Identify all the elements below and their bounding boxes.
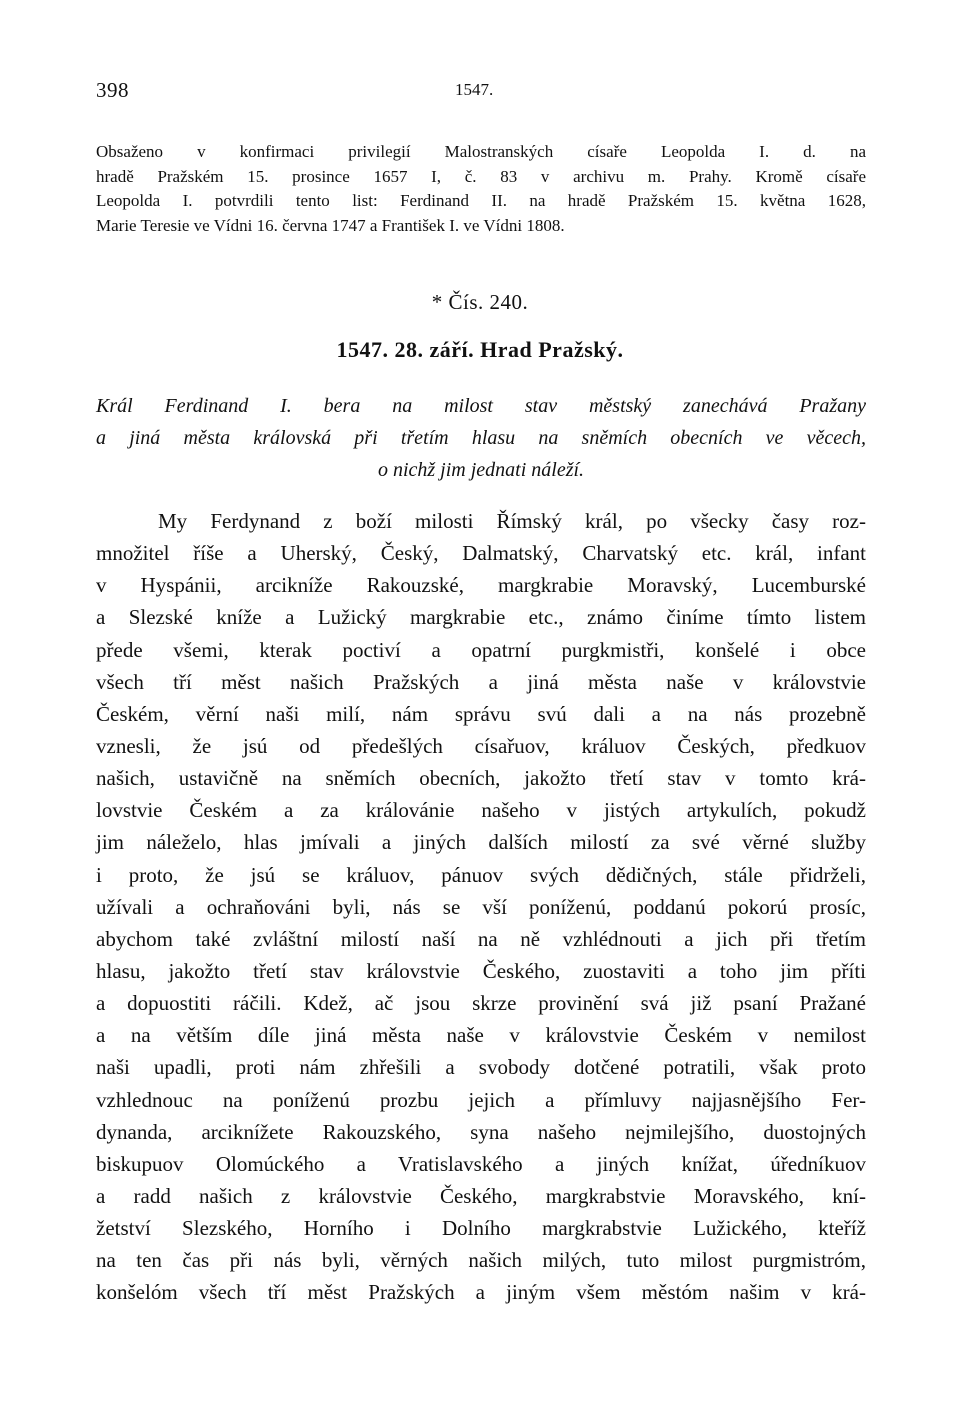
body-line: i proto, že jsú se králuov, pánuov svých dědičných, stále přidrželi, (96, 862, 866, 887)
page-number: 398 (96, 78, 129, 102)
body-line: vznesli, že jsú od předešlých císařuov, králuov Českých, předkuov (96, 733, 866, 758)
body-line: My Ferdynand z boží milosti Římský král, po všecky časy roz- (158, 509, 866, 533)
body-line: naši upadli, proti nám zhřešili a svobody dotčené potratili, však proto (96, 1055, 866, 1080)
summary-line: Král Ferdinand I. bera na milost stav městský zanechává Pražany (96, 395, 866, 417)
note-line: Leopolda I. potvrdili tento list: Ferdinand II. na hradě Pražském 15. května 1628, (96, 191, 866, 210)
document-number: * Čís. 240. (431, 290, 529, 314)
note-line: Obsaženo v konfirmaci privilegií Malostranských císaře Leopolda I. d. na (96, 142, 866, 161)
body-line: v Hyspánii, arcikníže Rakouzské, margkrabie Moravský, Lucemburské (96, 573, 866, 598)
body-line: Českém, věrní naši milí, nám správu svú dali a na nás prozebně (96, 701, 866, 726)
body-line: žetství Slezského, Horního i Dolního margkrabstvie Lužického, kteříž (96, 1216, 866, 1241)
note-line: hradě Pražském 15. prosince 1657 I, č. 83 v archivu m. Prahy. Kromě císaře (96, 166, 866, 186)
body-line: a radd našich z královstvie Českého, margkrabstvie Moravského, kní- (96, 1183, 866, 1208)
body-line: našich, ustavičně na sněmích obecních, jakožto třetí stav v tomto krá- (96, 766, 866, 791)
body-line: lovstvie Českém a za královánie našeho v jistých artykulích, pokudž (96, 798, 866, 823)
body-line: dynanda, arciknížete Rakouzského, syna našeho nejmilejšího, duostojných (96, 1119, 866, 1144)
body-line: a na větším díle jiná města naše v královstvie Českém v nemilost (96, 1023, 866, 1048)
document-body (96, 505, 866, 1309)
body-line: abychom také zvláštní milostí naší na ně vzhlédnouti a jich při třetím (96, 926, 866, 951)
body-line: a dopuostiti ráčili. Kdež, ač jsou skrze provinění svá již psaní Pražané (96, 991, 866, 1016)
body-line: množitel říše a Uherský, Český, Dalmatský, Charvatský etc. král, infant (96, 541, 866, 566)
body-line: hlasu, jakožto třetí stav královstvie Českého, zuostaviti a toho jim příti (96, 958, 866, 983)
body-line: konšelóm všech tří měst Pražských a jiným všem městóm našim v krá- (96, 1280, 866, 1305)
body-line: jim náleželo, hlas jmívali a jiných dalších milostí za své věrné služby (96, 830, 866, 855)
running-head: 1547. (455, 80, 494, 99)
body-line: na ten čas při nás byli, věrných našich milých, tuto milost purgmistróm, (96, 1248, 866, 1273)
note-line: Marie Teresie ve Vídni 16. června 1747 a František I. ve Vídni 1808. (96, 215, 565, 235)
source-note (96, 140, 866, 238)
body-line: vzhlednouc na poníženú prozbu jejich a přímluvy najjasnějšího Fer- (96, 1087, 866, 1112)
summary-line: o nichž jim jednati náleží. (377, 459, 585, 481)
body-line: biskupuov Olomúckého a Vratislavského a jiných knížat, úředníkuov (96, 1151, 866, 1176)
body-line: a Slezské kníže a Lužický margkrabie etc., známo činíme tímto listem (96, 605, 866, 630)
summary-line: a jiná města královská při třetím hlasu na sněmích obecních ve věcech, (96, 427, 866, 449)
body-line: přede všemi, kterak poctiví a opatrní purgkmistři, konšelé i obce (96, 637, 866, 662)
body-line: užívali a ochraňováni byli, nás se vší poníženú, poddanú pokorú prosíc, (96, 894, 866, 919)
body-line: všech tří měst našich Pražských a jiná města naše v královstvie (96, 669, 866, 694)
document-heading: 1547. 28. září. Hrad Pražský. (336, 337, 624, 362)
document-summary (96, 390, 866, 486)
